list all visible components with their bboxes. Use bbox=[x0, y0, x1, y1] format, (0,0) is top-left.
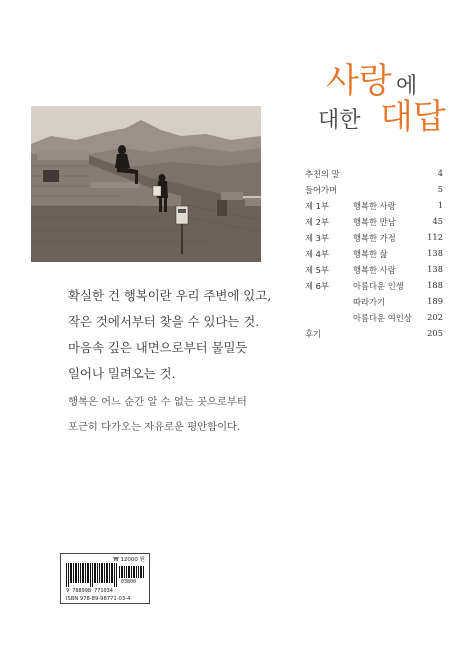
blurb-line: 확실한 건 행복이란 우리 주변에 있고, bbox=[68, 288, 272, 303]
blurb-line: 일어나 밀려오는 것. bbox=[68, 366, 176, 381]
title-word-love: 사랑 bbox=[326, 61, 392, 101]
toc-chapter: 행복한 삶 bbox=[353, 249, 388, 259]
toc-row bbox=[305, 200, 443, 216]
blurb-line: 작은 것에서부터 찾을 수 있다는 것. bbox=[68, 314, 260, 329]
toc-row bbox=[305, 264, 443, 280]
toc-part: 제 6부 bbox=[305, 281, 329, 291]
toc-page: 189 bbox=[427, 296, 443, 306]
toc-chapter: 행복한 사랑 bbox=[353, 201, 396, 211]
toc-row bbox=[305, 168, 443, 184]
toc-page: 4 bbox=[437, 168, 443, 178]
fortress-wall-photo bbox=[31, 106, 261, 262]
cover-photo bbox=[31, 106, 261, 262]
toc-chapter: 아름다운 인생 bbox=[353, 281, 404, 291]
table-of-contents bbox=[305, 168, 443, 344]
addon-barcode-icon bbox=[119, 566, 145, 578]
toc-part: 추천의 말 bbox=[305, 169, 340, 179]
toc-part: 제 3부 bbox=[305, 233, 329, 243]
blurb bbox=[68, 283, 298, 440]
toc-row bbox=[305, 216, 443, 232]
toc-page: 5 bbox=[437, 184, 443, 194]
toc-part: 제 5부 bbox=[305, 265, 329, 275]
toc-page: 138 bbox=[427, 248, 443, 258]
toc-chapter: 행복한 가정 bbox=[353, 233, 396, 243]
addon-code: 03800 bbox=[121, 579, 137, 585]
book-title bbox=[318, 58, 458, 148]
toc-row bbox=[305, 280, 443, 296]
toc-page: 45 bbox=[432, 216, 443, 226]
blurb-small-line: 포근히 다가오는 자유로운 평안함이다. bbox=[68, 421, 241, 433]
toc-part: 제 2부 bbox=[305, 217, 329, 227]
blurb-small-line: 행복은 어느 순간 알 수 없는 곳으로부터 bbox=[68, 396, 247, 408]
toc-row bbox=[305, 312, 443, 328]
toc-page: 202 bbox=[427, 312, 443, 322]
toc-chapter: 따라가기 bbox=[353, 297, 386, 307]
toc-chapter: 행복한 사람 bbox=[353, 265, 396, 275]
toc-page: 138 bbox=[427, 264, 443, 274]
barcode-digits: 9 788998 771034 bbox=[66, 588, 113, 594]
toc-page: 205 bbox=[427, 328, 443, 338]
toc-part: 후기 bbox=[305, 329, 322, 339]
toc-part: 제 4부 bbox=[305, 249, 329, 259]
toc-chapter: 행복한 만남 bbox=[353, 217, 396, 227]
title-word-about: 대한 bbox=[318, 108, 361, 133]
toc-row bbox=[305, 296, 443, 312]
toc-row bbox=[305, 232, 443, 248]
toc-row bbox=[305, 184, 443, 200]
toc-page: 1 bbox=[437, 200, 443, 210]
toc-row bbox=[305, 328, 443, 344]
blurb-line: 마음속 깊은 내면으로부터 물밀듯 bbox=[68, 340, 248, 355]
toc-page: 112 bbox=[427, 232, 443, 242]
title-particle: 에 bbox=[396, 74, 418, 99]
price-label: ₩ 12000 원 bbox=[113, 557, 145, 563]
toc-part: 들어가며 bbox=[305, 185, 338, 195]
toc-chapter: 아름다운 여인상 bbox=[353, 313, 412, 323]
toc-row bbox=[305, 248, 443, 264]
barcode-icon bbox=[66, 563, 118, 587]
toc-page: 188 bbox=[427, 280, 443, 290]
isbn-number: ISBN 978-89-98771-03-4 bbox=[66, 596, 131, 602]
toc-part: 제 1부 bbox=[305, 201, 329, 211]
isbn-barcode-box bbox=[60, 553, 150, 604]
title-word-answer: 대답 bbox=[380, 97, 446, 137]
